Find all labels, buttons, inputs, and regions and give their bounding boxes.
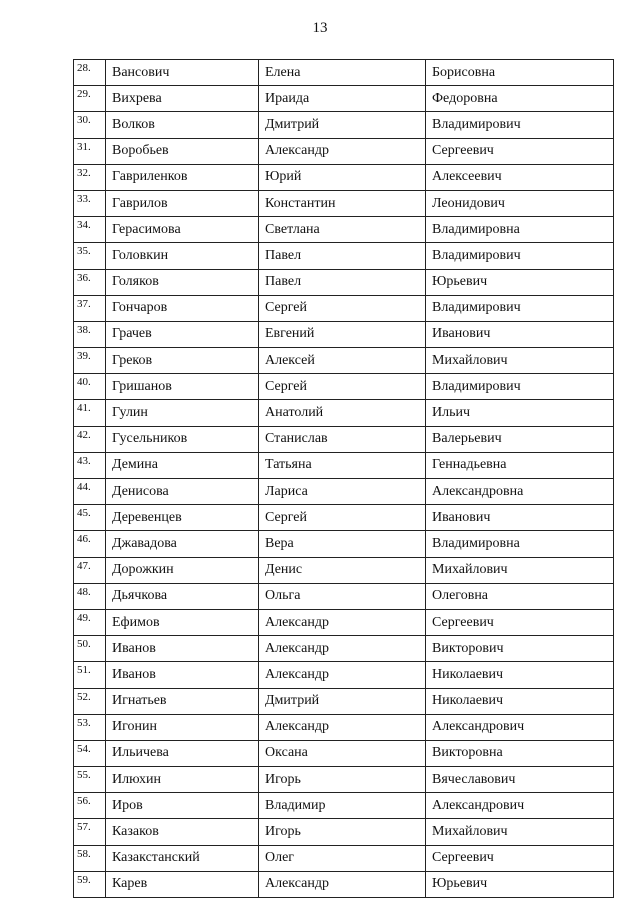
- first-name-cell: Сергей: [259, 505, 426, 531]
- last-name-cell: Гаврилов: [106, 190, 259, 216]
- first-name-cell: Ираида: [259, 86, 426, 112]
- names-table-body: [74, 60, 614, 898]
- last-name-cell: Деревенцев: [106, 505, 259, 531]
- row-number-cell: 54.: [74, 740, 106, 766]
- first-name-cell: Владимир: [259, 793, 426, 819]
- last-name-cell: Илюхин: [106, 767, 259, 793]
- row-number-cell: 48.: [74, 583, 106, 609]
- table-row: [74, 164, 614, 190]
- last-name-cell: Игнатьев: [106, 688, 259, 714]
- first-name-cell: Олег: [259, 845, 426, 871]
- row-number-cell: 37.: [74, 295, 106, 321]
- last-name-cell: Денисова: [106, 479, 259, 505]
- page-number: 13: [312, 20, 328, 36]
- first-name-cell: Дмитрий: [259, 688, 426, 714]
- row-number-cell: 47.: [74, 557, 106, 583]
- row-number-cell: 36.: [74, 269, 106, 295]
- middle-name-cell: Владимировна: [426, 531, 614, 557]
- table-row: [74, 767, 614, 793]
- middle-name-cell: Сергеевич: [426, 845, 614, 871]
- first-name-cell: Павел: [259, 243, 426, 269]
- middle-name-cell: Иванович: [426, 505, 614, 531]
- row-number-cell: 44.: [74, 479, 106, 505]
- row-number-cell: 45.: [74, 505, 106, 531]
- first-name-cell: Дмитрий: [259, 112, 426, 138]
- last-name-cell: Гулин: [106, 400, 259, 426]
- last-name-cell: Иванов: [106, 662, 259, 688]
- last-name-cell: Игонин: [106, 714, 259, 740]
- middle-name-cell: Александрович: [426, 714, 614, 740]
- first-name-cell: Александр: [259, 714, 426, 740]
- middle-name-cell: Алексеевич: [426, 164, 614, 190]
- row-number-cell: 57.: [74, 819, 106, 845]
- table-row: [74, 688, 614, 714]
- table-row: [74, 557, 614, 583]
- first-name-cell: Светлана: [259, 217, 426, 243]
- last-name-cell: Ильичева: [106, 740, 259, 766]
- first-name-cell: Анатолий: [259, 400, 426, 426]
- row-number-cell: 29.: [74, 86, 106, 112]
- table-row: [74, 269, 614, 295]
- table-row: [74, 479, 614, 505]
- row-number-cell: 49.: [74, 609, 106, 635]
- first-name-cell: Игорь: [259, 767, 426, 793]
- table-row: [74, 793, 614, 819]
- middle-name-cell: Владимировна: [426, 217, 614, 243]
- table-row: [74, 374, 614, 400]
- table-row: [74, 295, 614, 321]
- row-number-cell: 50.: [74, 636, 106, 662]
- last-name-cell: Герасимова: [106, 217, 259, 243]
- table-row: [74, 217, 614, 243]
- middle-name-cell: Сергеевич: [426, 609, 614, 635]
- last-name-cell: Головкин: [106, 243, 259, 269]
- row-number-cell: 32.: [74, 164, 106, 190]
- middle-name-cell: Владимирович: [426, 243, 614, 269]
- middle-name-cell: Александровна: [426, 479, 614, 505]
- row-number-cell: 34.: [74, 217, 106, 243]
- last-name-cell: Гончаров: [106, 295, 259, 321]
- table-row: [74, 845, 614, 871]
- middle-name-cell: Геннадьевна: [426, 452, 614, 478]
- last-name-cell: Демина: [106, 452, 259, 478]
- middle-name-cell: Олеговна: [426, 583, 614, 609]
- first-name-cell: Александр: [259, 662, 426, 688]
- last-name-cell: Гусельников: [106, 426, 259, 452]
- middle-name-cell: Вячеславович: [426, 767, 614, 793]
- first-name-cell: Ольга: [259, 583, 426, 609]
- first-name-cell: Игорь: [259, 819, 426, 845]
- first-name-cell: Лариса: [259, 479, 426, 505]
- table-row: [74, 426, 614, 452]
- middle-name-cell: Владимирович: [426, 112, 614, 138]
- middle-name-cell: Сергеевич: [426, 138, 614, 164]
- row-number-cell: 56.: [74, 793, 106, 819]
- middle-name-cell: Владимирович: [426, 374, 614, 400]
- middle-name-cell: Викторович: [426, 636, 614, 662]
- first-name-cell: Елена: [259, 60, 426, 86]
- first-name-cell: Александр: [259, 636, 426, 662]
- table-row: [74, 819, 614, 845]
- table-row: [74, 190, 614, 216]
- middle-name-cell: Николаевич: [426, 662, 614, 688]
- table-row: [74, 86, 614, 112]
- last-name-cell: Вихрева: [106, 86, 259, 112]
- last-name-cell: Дьячкова: [106, 583, 259, 609]
- first-name-cell: Павел: [259, 269, 426, 295]
- middle-name-cell: Федоровна: [426, 86, 614, 112]
- middle-name-cell: Юрьевич: [426, 269, 614, 295]
- table-row: [74, 348, 614, 374]
- names-table: [73, 59, 614, 898]
- middle-name-cell: Михайлович: [426, 348, 614, 374]
- row-number-cell: 35.: [74, 243, 106, 269]
- first-name-cell: Константин: [259, 190, 426, 216]
- last-name-cell: Гришанов: [106, 374, 259, 400]
- first-name-cell: Татьяна: [259, 452, 426, 478]
- table-row: [74, 583, 614, 609]
- first-name-cell: Оксана: [259, 740, 426, 766]
- table-row: [74, 871, 614, 897]
- table-row: [74, 321, 614, 347]
- row-number-cell: 28.: [74, 60, 106, 86]
- row-number-cell: 30.: [74, 112, 106, 138]
- last-name-cell: Дорожкин: [106, 557, 259, 583]
- row-number-cell: 41.: [74, 400, 106, 426]
- row-number-cell: 38.: [74, 321, 106, 347]
- first-name-cell: Сергей: [259, 374, 426, 400]
- row-number-cell: 53.: [74, 714, 106, 740]
- middle-name-cell: Михайлович: [426, 819, 614, 845]
- table-row: [74, 243, 614, 269]
- first-name-cell: Александр: [259, 871, 426, 897]
- last-name-cell: Воробьев: [106, 138, 259, 164]
- last-name-cell: Греков: [106, 348, 259, 374]
- table-row: [74, 662, 614, 688]
- last-name-cell: Карев: [106, 871, 259, 897]
- row-number-cell: 46.: [74, 531, 106, 557]
- first-name-cell: Денис: [259, 557, 426, 583]
- row-number-cell: 42.: [74, 426, 106, 452]
- first-name-cell: Вера: [259, 531, 426, 557]
- row-number-cell: 59.: [74, 871, 106, 897]
- last-name-cell: Джавадова: [106, 531, 259, 557]
- last-name-cell: Казаков: [106, 819, 259, 845]
- middle-name-cell: Валерьевич: [426, 426, 614, 452]
- middle-name-cell: Юрьевич: [426, 871, 614, 897]
- first-name-cell: Евгений: [259, 321, 426, 347]
- row-number-cell: 51.: [74, 662, 106, 688]
- row-number-cell: 55.: [74, 767, 106, 793]
- last-name-cell: Иров: [106, 793, 259, 819]
- row-number-cell: 43.: [74, 452, 106, 478]
- table-row: [74, 531, 614, 557]
- middle-name-cell: Иванович: [426, 321, 614, 347]
- table-row: [74, 112, 614, 138]
- last-name-cell: Голяков: [106, 269, 259, 295]
- row-number-cell: 33.: [74, 190, 106, 216]
- table-row: [74, 452, 614, 478]
- middle-name-cell: Викторовна: [426, 740, 614, 766]
- table-row: [74, 400, 614, 426]
- middle-name-cell: Александрович: [426, 793, 614, 819]
- first-name-cell: Сергей: [259, 295, 426, 321]
- table-row: [74, 609, 614, 635]
- first-name-cell: Александр: [259, 609, 426, 635]
- last-name-cell: Гавриленков: [106, 164, 259, 190]
- first-name-cell: Станислав: [259, 426, 426, 452]
- middle-name-cell: Ильич: [426, 400, 614, 426]
- table-row: [74, 505, 614, 531]
- middle-name-cell: Владимирович: [426, 295, 614, 321]
- last-name-cell: Ефимов: [106, 609, 259, 635]
- middle-name-cell: Борисовна: [426, 60, 614, 86]
- row-number-cell: 52.: [74, 688, 106, 714]
- first-name-cell: Александр: [259, 138, 426, 164]
- last-name-cell: Иванов: [106, 636, 259, 662]
- table-row: [74, 636, 614, 662]
- row-number-cell: 58.: [74, 845, 106, 871]
- row-number-cell: 40.: [74, 374, 106, 400]
- table-row: [74, 740, 614, 766]
- last-name-cell: Грачев: [106, 321, 259, 347]
- table-row: [74, 714, 614, 740]
- first-name-cell: Алексей: [259, 348, 426, 374]
- first-name-cell: Юрий: [259, 164, 426, 190]
- middle-name-cell: Леонидович: [426, 190, 614, 216]
- last-name-cell: Волков: [106, 112, 259, 138]
- middle-name-cell: Михайлович: [426, 557, 614, 583]
- table-row: [74, 138, 614, 164]
- last-name-cell: Казакстанский: [106, 845, 259, 871]
- row-number-cell: 31.: [74, 138, 106, 164]
- middle-name-cell: Николаевич: [426, 688, 614, 714]
- last-name-cell: Вансович: [106, 60, 259, 86]
- table-row: [74, 60, 614, 86]
- row-number-cell: 39.: [74, 348, 106, 374]
